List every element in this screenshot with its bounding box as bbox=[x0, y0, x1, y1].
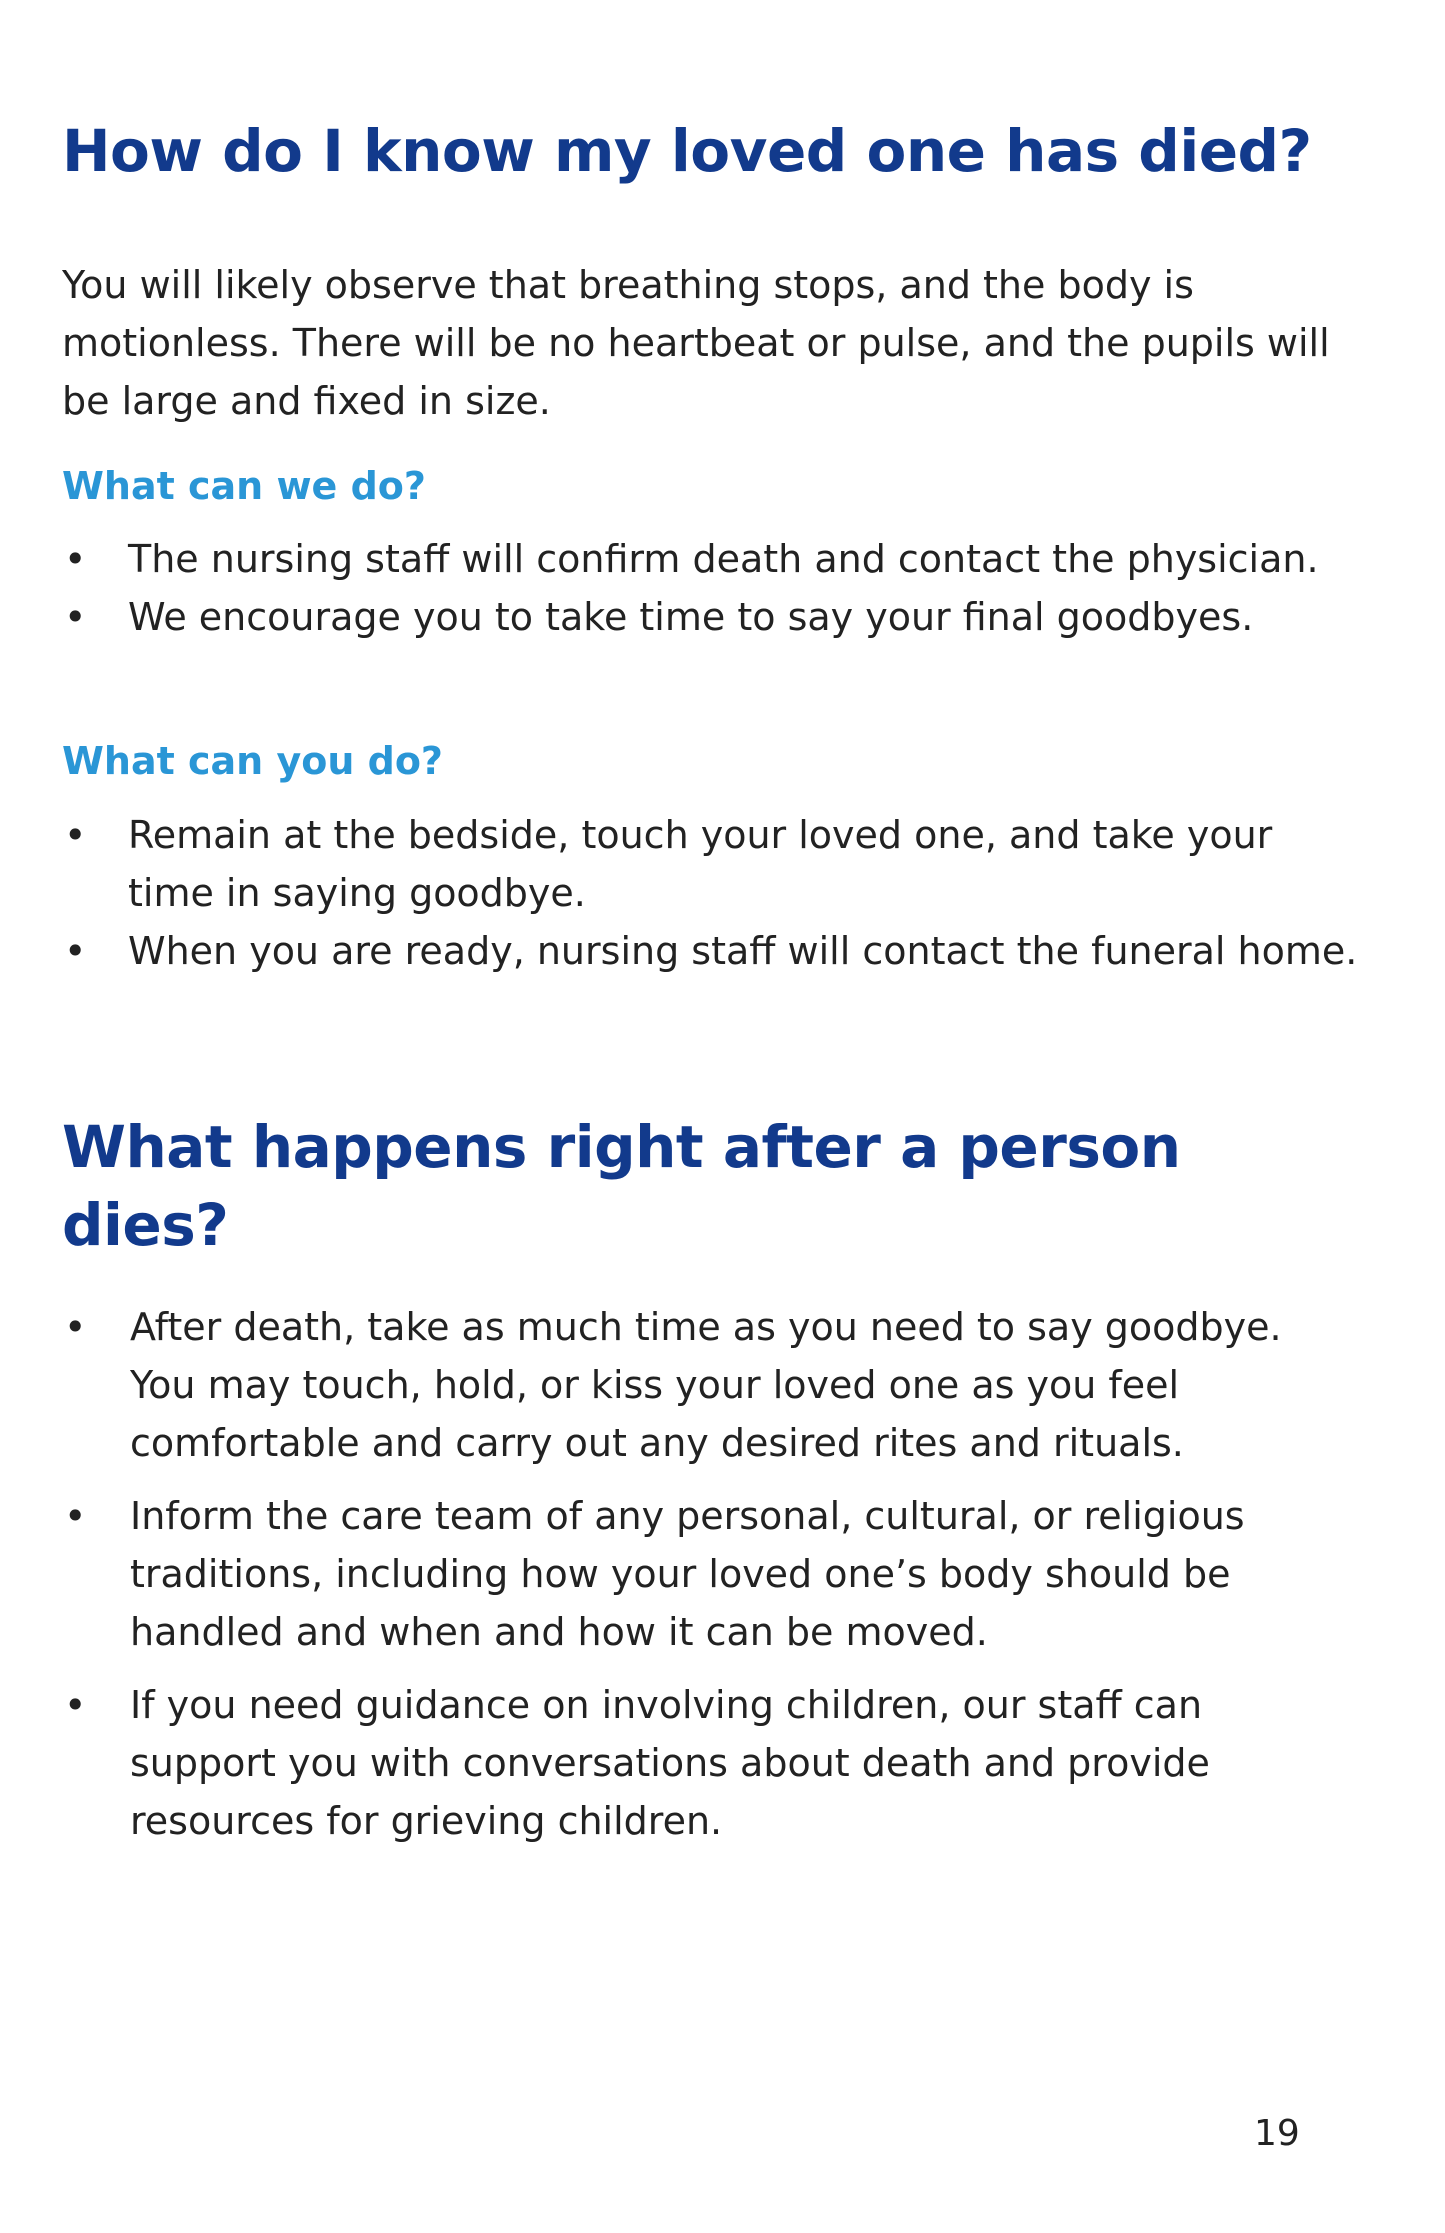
section-heading-what-happens: What happens right after a person dies? bbox=[62, 1113, 1181, 1259]
page-number: 19 bbox=[1254, 2113, 1300, 2154]
list-item bbox=[62, 1487, 1352, 1661]
we-can-do-list bbox=[62, 530, 1362, 646]
list-item bbox=[62, 1298, 1352, 1472]
after-death-list bbox=[62, 1298, 1352, 1865]
list-item bbox=[62, 588, 1362, 646]
bullet-icon: • bbox=[64, 1305, 87, 1349]
list-item-text: Remain at the bedside, touch your loved one, and take your time in saying goodbye. bbox=[128, 813, 1273, 915]
list-item bbox=[62, 530, 1362, 588]
list-item bbox=[62, 1676, 1352, 1850]
bullet-icon: • bbox=[64, 1494, 87, 1538]
list-item-text: After death, take as much time as you need to say goodbye. You may touch, hold, or kiss your loved one as you feel comfortable and carry out any desired rites and rituals. bbox=[130, 1305, 1282, 1465]
intro-paragraph: You will likely observe that breathing stops, and the body is motionless. There will be no heartbeat or pulse, and the pupils will be large and fixed in size. bbox=[62, 263, 1330, 423]
bullet-icon: • bbox=[64, 537, 87, 581]
you-can-do-list bbox=[62, 806, 1362, 980]
list-item bbox=[62, 806, 1362, 922]
list-item-text: Inform the care team of any personal, cultural, or religious traditions, including how your loved one’s body should be handled and when and how it can be moved. bbox=[130, 1494, 1245, 1654]
subheading-what-can-you-do: What can you do? bbox=[62, 739, 443, 783]
bullet-icon: • bbox=[64, 1683, 87, 1727]
bullet-icon: • bbox=[64, 595, 87, 639]
list-item-text: When you are ready, nursing staff will contact the funeral home. bbox=[128, 929, 1358, 973]
list-item bbox=[62, 922, 1362, 980]
section-heading-how-do-i-know: How do I know my loved one has died? bbox=[62, 117, 1312, 185]
bullet-icon: • bbox=[64, 929, 87, 973]
bullet-icon: • bbox=[64, 813, 87, 857]
list-item-text: We encourage you to take time to say your final goodbyes. bbox=[128, 595, 1254, 639]
list-item-text: The nursing staff will confirm death and contact the physician. bbox=[128, 537, 1319, 581]
list-item-text: If you need guidance on involving children, our staff can support you with conversations about death and provide resources for grieving children. bbox=[130, 1683, 1210, 1843]
subheading-what-can-we-do: What can we do? bbox=[62, 464, 426, 508]
